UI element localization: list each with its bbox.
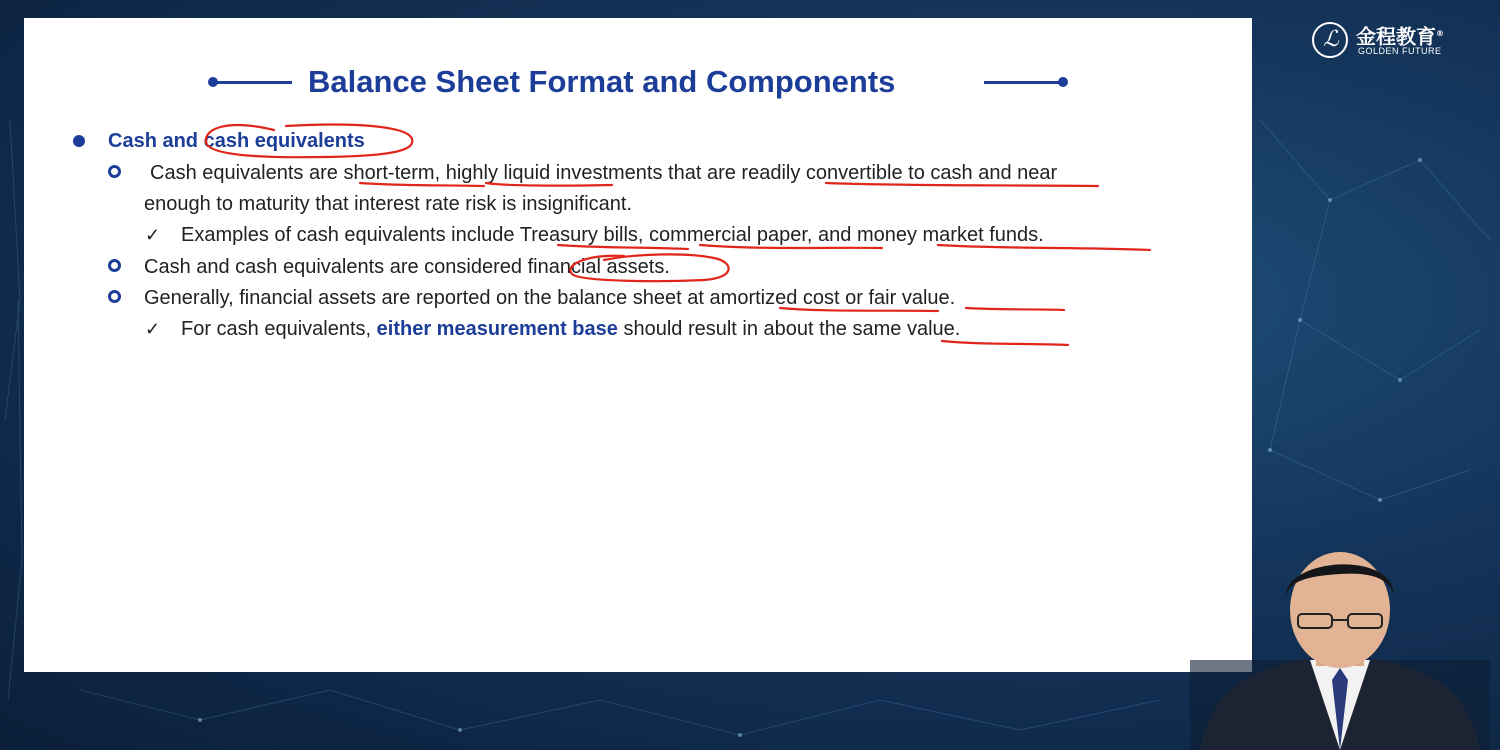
check-icon: ✓ xyxy=(145,319,161,339)
cash-equivalents-definition: Cash equivalents are short-term, highly liquid investments that are readily convertible to cash and near xyxy=(150,162,1058,184)
check-icon: ✓ xyxy=(145,225,161,245)
page-title: Balance Sheet Format and Components xyxy=(308,64,896,99)
slide-content xyxy=(24,18,1252,672)
cash-equivalents-definition-cont: enough to maturity that interest rate risk is insignificant. xyxy=(144,193,633,215)
bullet-dot-icon xyxy=(73,135,85,147)
golden-future-logo xyxy=(1312,22,1462,62)
presenter-video xyxy=(1190,550,1490,750)
bullet-cash-and-cash-equivalents: Cash and cash equivalents xyxy=(108,130,365,152)
bullet-ring-icon xyxy=(108,259,121,272)
logo-icon: ℒ xyxy=(1312,22,1348,58)
measurement-statement: Generally, financial assets are reported on the balance sheet at amortized cost or fair value. xyxy=(144,287,956,309)
logo-chinese-name: 金程教育® xyxy=(1356,24,1444,49)
examples-of-cash-equivalents: Examples of cash equivalents include Treasury bills, commercial paper, and money market funds. xyxy=(181,224,1044,246)
measurement-base-note: For cash equivalents, either measurement base should result in about the same value. xyxy=(181,318,961,340)
bullet-ring-icon xyxy=(108,290,121,303)
financial-assets-statement: Cash and cash equivalents are considered financial assets. xyxy=(144,256,670,278)
slide-canvas xyxy=(24,18,1252,672)
logo-english-name: GOLDEN FUTURE xyxy=(1358,46,1442,56)
bullet-ring-icon xyxy=(108,165,121,178)
